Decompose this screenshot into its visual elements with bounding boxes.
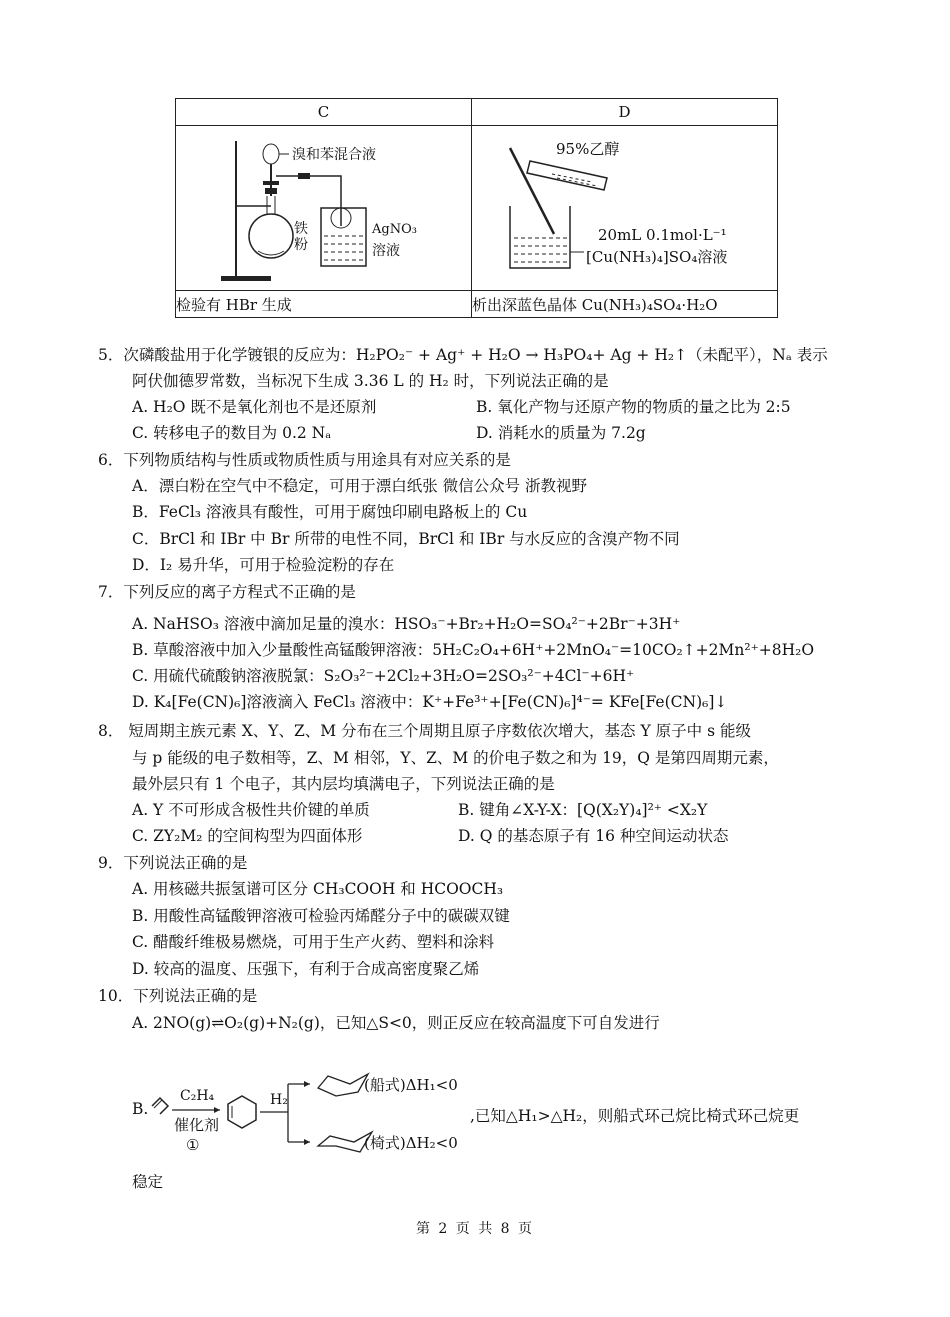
q8-option-d: D. Q 的基态原子有 16 种空间运动状态 bbox=[458, 827, 729, 845]
q7-option-c: C. 用硫代硫酸钠溶液脱氯：S₂O₃²⁻+2Cl₂+3H₂O=2SO₃²⁻+4Cl⁻+6H⁺ bbox=[132, 667, 635, 685]
label-agno3: AgNO₃ bbox=[372, 222, 417, 237]
apparatus-d bbox=[472, 126, 778, 291]
q5-option-a: A. H₂O 既不是氧化剂也不是还原剂 bbox=[132, 398, 377, 416]
experiment-table bbox=[175, 98, 778, 318]
q10-option-a: A. 2NO(g)⇌O₂(g)+N₂(g)，已知△S<0，则正反应在较高温度下可自发进行 bbox=[132, 1014, 660, 1032]
q8-option-b: B. 键角∠X-Y-X：[Q(X₂Y)₄]²⁺ <X₂Y bbox=[458, 801, 708, 819]
label-ethanol: 95%乙醇 bbox=[556, 140, 620, 158]
q6-option-b: B．FeCl₃ 溶液具有酸性，可用于腐蚀印刷电路板上的 Cu bbox=[132, 503, 528, 521]
q7-option-b: B. 草酸溶液中加入少量酸性高锰酸钾溶液：5H₂C₂O₄+6H⁺+2MnO₄⁻=10CO₂↑+2Mn²⁺+8H₂O bbox=[132, 641, 815, 659]
q7-option-d: D. K₄[Fe(CN)₆]溶液滴入 FeCl₃ 溶液中：K⁺+Fe³⁺+[Fe(CN)₆]⁴⁻= KFe[Fe(CN)₆]↓ bbox=[132, 693, 728, 711]
q10-b-chair: (椅式)ΔH₂<0 bbox=[364, 1134, 458, 1152]
q6-stem: 6．下列物质结构与性质或物质性质与用途具有对应关系的是 bbox=[98, 451, 511, 469]
header-d: D bbox=[472, 99, 778, 126]
header-c: C bbox=[176, 99, 472, 126]
q5-stem-1: 5．次磷酸盐用于化学镀银的反应为：H₂PO₂⁻ + Ag⁺ + H₂O → H₃PO₄+ Ag + H₂↑（未配平），Nₐ 表示 bbox=[98, 346, 828, 364]
page-footer: 第 2 页 共 8 页 bbox=[415, 1221, 535, 1237]
q10-stem: 10．下列说法正确的是 bbox=[98, 987, 258, 1005]
q6-option-d: D．I₂ 易升华，可用于检验淀粉的存在 bbox=[132, 556, 395, 574]
q8-stem-2: 与 p 能级的电子数相等，Z、M 相邻，Y、Z、M 的价电子数之和为 19，Q 是第四周期元素， bbox=[132, 749, 779, 767]
q10-b-text: ,已知△H₁>△H₂，则船式环己烷比椅式环己烷更 bbox=[470, 1107, 800, 1125]
q8-option-c: C. ZY₂M₂ 的空间构型为四面体形 bbox=[132, 827, 363, 845]
label-bromine-benzene: 溴和苯混合液 bbox=[292, 147, 376, 163]
label-iron-1: 铁 bbox=[294, 221, 308, 237]
q8-stem-1: 8． 短周期主族元素 X、Y、Z、M 分布在三个周期且原子序数依次增大，基态 Y 原子中 s 能级 bbox=[98, 722, 751, 740]
q6-option-a: A．漂白粉在空气中不稳定，可用于漂白纸张 微信公众号 浙教视野 bbox=[132, 477, 588, 495]
q6-option-c: C．BrCl 和 IBr 中 Br 所带的电性不同，BrCl 和 IBr 与水反应的含溴产物不同 bbox=[132, 530, 680, 548]
q10-option-b-scheme bbox=[132, 1066, 872, 1166]
q5-option-c: C. 转移电子的数目为 0.2 Nₐ bbox=[132, 424, 332, 442]
q9-stem: 9．下列说法正确的是 bbox=[98, 854, 248, 872]
label-concentration: 20mL 0.1mol·L⁻¹ bbox=[598, 226, 727, 244]
q10-b-reagent: C₂H₄ bbox=[180, 1088, 215, 1104]
q10-b-catalyst: 催化剂 bbox=[174, 1116, 220, 1134]
q10-b-prefix: B. bbox=[132, 1100, 149, 1118]
q8-option-a: A. Y 不可形成含极性共价键的单质 bbox=[132, 801, 370, 819]
q10-b-h2: H₂ bbox=[270, 1092, 288, 1108]
q5-option-b: B. 氧化产物与还原产物的物质的量之比为 2:5 bbox=[476, 398, 791, 416]
q5-stem-2: 阿伏伽德罗常数，当标况下生成 3.36 L 的 H₂ 时，下列说法正确的是 bbox=[132, 372, 609, 390]
label-iron-2: 粉 bbox=[294, 237, 308, 253]
q9-option-d: D. 较高的温度、压强下，有利于合成高密度聚乙烯 bbox=[132, 960, 480, 978]
caption-d: 析出深蓝色晶体 Cu(NH₃)₄SO₄·H₂O bbox=[472, 291, 778, 318]
q7-option-a: A. NaHSO₃ 溶液中滴加足量的溴水：HSO₃⁻+Br₂+H₂O=SO₄²⁻+2Br⁻+3H⁺ bbox=[132, 615, 681, 633]
caption-c: 检验有 HBr 生成 bbox=[176, 291, 472, 318]
q10-b-boat: (船式)ΔH₁<0 bbox=[364, 1076, 458, 1094]
q5-option-d: D. 消耗水的质量为 7.2g bbox=[476, 424, 646, 442]
q10-b-step: ① bbox=[186, 1136, 200, 1154]
q8-stem-3: 最外层只有 1 个电子，其内层均填满电子，下列说法正确的是 bbox=[132, 775, 555, 793]
q9-option-c: C. 醋酸纤维极易燃烧，可用于生产火药、塑料和涂料 bbox=[132, 933, 495, 951]
q9-option-a: A. 用核磁共振氢谱可区分 CH₃COOH 和 HCOOCH₃ bbox=[132, 880, 504, 898]
q9-option-b: B. 用酸性高锰酸钾溶液可检验丙烯醛分子中的碳碳双键 bbox=[132, 907, 510, 925]
label-complex-solution: [Cu(NH₃)₄]SO₄溶液 bbox=[586, 248, 728, 266]
apparatus-c bbox=[176, 126, 472, 291]
label-agno3-solution: 溶液 bbox=[372, 243, 400, 259]
q7-stem: 7．下列反应的离子方程式不正确的是 bbox=[98, 583, 356, 601]
q10-b-tail: 稳定 bbox=[132, 1173, 164, 1191]
